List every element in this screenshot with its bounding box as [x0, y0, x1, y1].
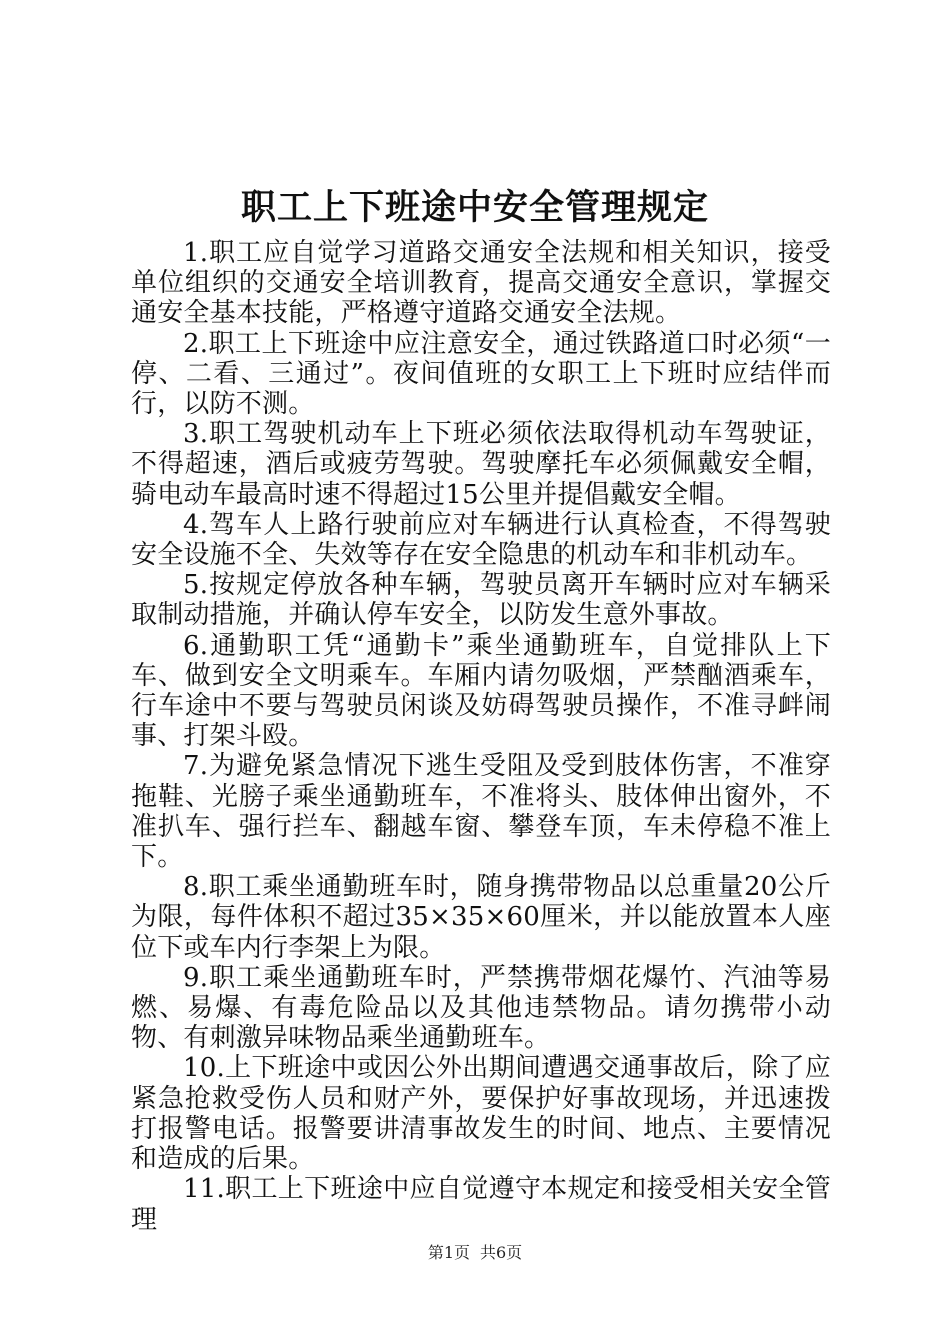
paragraph-5: 5.按规定停放各种车辆，驾驶员离开车辆时应对车辆采取制动措施，并确认停车安全，以防发生意外事故。: [131, 570, 831, 631]
page-total: 共6页: [480, 1243, 523, 1262]
paragraph-8: 8.职工乘坐通勤班车时，随身携带物品以总重量20公斤为限，每件体积不超过35×35×60厘米，并以能放置本人座位下或车内行李架上为限。: [131, 872, 831, 963]
paragraph-6: 6.通勤职工凭“通勤卡”乘坐通勤班车，自觉排队上下车、做到安全文明乘车。车厢内请勿吸烟，严禁酗酒乘车，行车途中不要与驾驶员闲谈及妨碍驾驶员操作，不准寻衅闹事、打架斗殴。: [131, 630, 831, 752]
paragraph-9: 9.职工乘坐通勤班车时，严禁携带烟花爆竹、汽油等易燃、易爆、有毒危险品以及其他违禁物品。请勿携带小动物、有刺激异味物品乘坐通勤班车。: [131, 962, 831, 1054]
paragraph-3: 3.职工驾驶机动车上下班必须依法取得机动车驾驶证，不得超速，酒后或疲劳驾驶。驾驶摩托车必须佩戴安全帽，骑电动车最高时速不得超过15公里并提倡戴安全帽。: [131, 419, 831, 510]
paragraph-4: 4.驾车人上路行驶前应对车辆进行认真检查，不得驾驶安全设施不全、失效等存在安全隐患的机动车和非机动车。: [131, 509, 831, 571]
paragraph-7: 7.为避免紧急情况下逃生受阻及受到肢体伤害，不准穿拖鞋、光膀子乘坐通勤班车，不准将头、肢体伸出窗外，不准扒车、强行拦车、翻越车窗、攀登车顶，车未停稳不准上下。: [131, 751, 831, 873]
paragraph-2: 2.职工上下班途中应注意安全，通过铁路道口时必须“一停、二看、三通过”。夜间值班的女职工上下班时应结伴而行，以防不测。: [131, 328, 831, 420]
document-title: 职工上下班途中安全管理规定: [240, 187, 709, 228]
page-number: 第1页: [427, 1243, 470, 1262]
page-footer: [0, 1243, 950, 1263]
document-body: [131, 238, 831, 1235]
paragraph-11: 11.职工上下班途中应自觉遵守本规定和接受相关安全管理: [131, 1174, 831, 1235]
paragraph-10: 10.上下班途中或因公外出期间遭遇交通事故后，除了应紧急抢救受伤人员和财产外，要保护好事故现场，并迅速拨打报警电话。报警要讲清事故发生的时间、地点、主要情况和造成的后果。: [131, 1053, 831, 1175]
paragraph-1: 1.职工应自觉学习道路交通安全法规和相关知识，接受单位组织的交通安全培训教育，提高交通安全意识，掌握交通安全基本技能，严格遵守道路交通安全法规。: [131, 238, 831, 329]
